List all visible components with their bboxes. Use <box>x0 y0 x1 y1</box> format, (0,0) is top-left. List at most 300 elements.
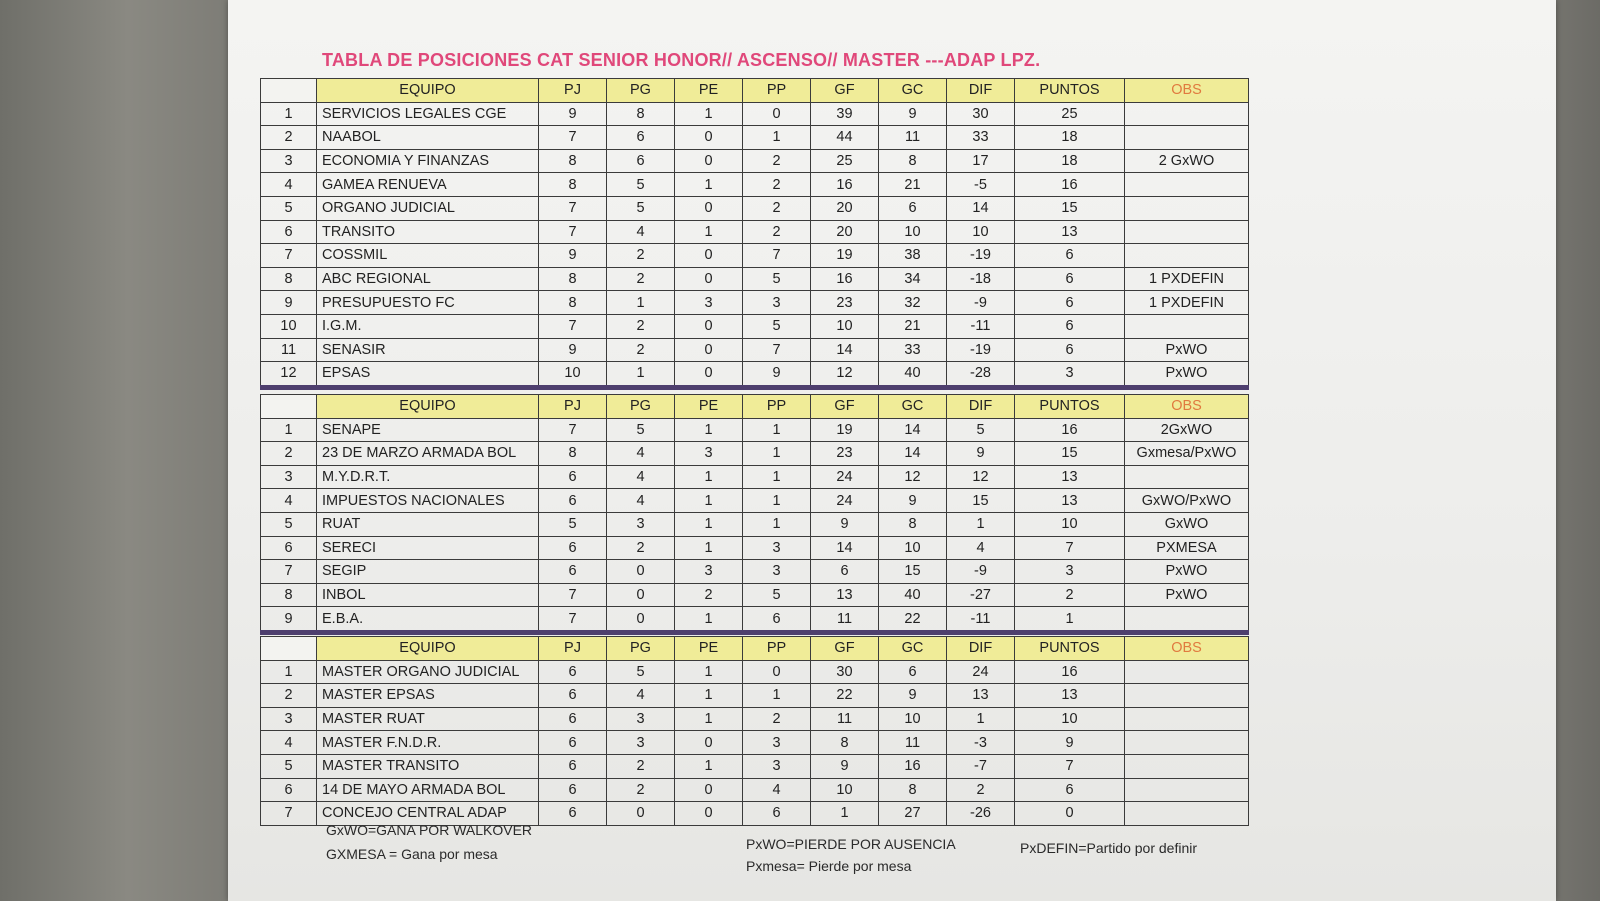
cell-pe: 1 <box>675 536 743 560</box>
cell-pts: 7 <box>1015 536 1125 560</box>
cell-pp: 6 <box>743 802 811 826</box>
cell-gf: 39 <box>811 102 879 126</box>
cell-gc: 8 <box>879 512 947 536</box>
table-row <box>261 512 1249 536</box>
cell-pj: 9 <box>539 338 607 362</box>
cell-pj: 7 <box>539 220 607 244</box>
cell-obs: PXMESA <box>1125 536 1249 560</box>
cell-pe: 1 <box>675 607 743 633</box>
cell-pts: 6 <box>1015 291 1125 315</box>
cell-pj: 8 <box>539 149 607 173</box>
table-row <box>261 291 1249 315</box>
cell-gc: 16 <box>879 754 947 778</box>
background-left <box>0 0 232 901</box>
cell-dif: -7 <box>947 754 1015 778</box>
cell-team: MASTER RUAT <box>317 707 539 731</box>
cell-team: I.G.M. <box>317 314 539 338</box>
cell-pp: 3 <box>743 731 811 755</box>
cell-pos: 8 <box>261 583 317 607</box>
header-pos-blank <box>261 79 317 103</box>
cell-pos: 4 <box>261 489 317 513</box>
cell-pg: 3 <box>607 512 675 536</box>
cell-pe: 3 <box>675 560 743 584</box>
cell-obs <box>1125 196 1249 220</box>
cell-pe: 1 <box>675 707 743 731</box>
cell-pp: 5 <box>743 314 811 338</box>
standings-table-master <box>260 636 1249 826</box>
cell-team: MASTER EPSAS <box>317 684 539 708</box>
cell-pj: 9 <box>539 102 607 126</box>
cell-pp: 1 <box>743 442 811 466</box>
cell-pts: 9 <box>1015 731 1125 755</box>
cell-pp: 1 <box>743 418 811 442</box>
cell-pts: 15 <box>1015 442 1125 466</box>
cell-dif: 30 <box>947 102 1015 126</box>
cell-pe: 1 <box>675 418 743 442</box>
cell-pj: 7 <box>539 196 607 220</box>
cell-gc: 9 <box>879 102 947 126</box>
cell-obs <box>1125 220 1249 244</box>
cell-pos: 5 <box>261 196 317 220</box>
table-row <box>261 196 1249 220</box>
cell-pp: 3 <box>743 560 811 584</box>
cell-team: ORGANO JUDICIAL <box>317 196 539 220</box>
cell-pg: 2 <box>607 338 675 362</box>
cell-pts: 13 <box>1015 489 1125 513</box>
cell-dif: -5 <box>947 173 1015 197</box>
cell-gc: 22 <box>879 607 947 633</box>
cell-pg: 3 <box>607 707 675 731</box>
table-row <box>261 536 1249 560</box>
cell-obs: PxWO <box>1125 583 1249 607</box>
cell-pp: 2 <box>743 707 811 731</box>
cell-pp: 1 <box>743 126 811 150</box>
table-row <box>261 173 1249 197</box>
cell-dif: 14 <box>947 196 1015 220</box>
cell-pos: 5 <box>261 512 317 536</box>
cell-pos: 10 <box>261 314 317 338</box>
cell-pg: 5 <box>607 660 675 684</box>
header-gc: GC <box>879 637 947 661</box>
cell-obs <box>1125 102 1249 126</box>
cell-gc: 9 <box>879 489 947 513</box>
cell-pe: 1 <box>675 489 743 513</box>
cell-pp: 1 <box>743 465 811 489</box>
cell-pts: 6 <box>1015 244 1125 268</box>
cell-pp: 6 <box>743 607 811 633</box>
cell-gc: 12 <box>879 465 947 489</box>
standings-table-ascenso <box>260 394 1249 635</box>
cell-pts: 6 <box>1015 314 1125 338</box>
cell-pos: 3 <box>261 465 317 489</box>
cell-obs <box>1125 778 1249 802</box>
cell-team: TRANSITO <box>317 220 539 244</box>
cell-pp: 9 <box>743 362 811 388</box>
cell-pj: 5 <box>539 512 607 536</box>
header-obs: OBS <box>1125 637 1249 661</box>
cell-pj: 6 <box>539 754 607 778</box>
header-pj: PJ <box>539 395 607 419</box>
cell-pg: 4 <box>607 442 675 466</box>
header-team: EQUIPO <box>317 395 539 419</box>
cell-dif: -11 <box>947 314 1015 338</box>
table-row <box>261 684 1249 708</box>
cell-pj: 6 <box>539 684 607 708</box>
header-pg: PG <box>607 79 675 103</box>
cell-pe: 0 <box>675 802 743 826</box>
cell-dif: -3 <box>947 731 1015 755</box>
cell-gf: 10 <box>811 778 879 802</box>
cell-obs: Gxmesa/PxWO <box>1125 442 1249 466</box>
cell-pts: 15 <box>1015 196 1125 220</box>
cell-pos: 8 <box>261 267 317 291</box>
cell-pp: 1 <box>743 489 811 513</box>
cell-pg: 6 <box>607 149 675 173</box>
cell-gc: 10 <box>879 707 947 731</box>
cell-obs: GxWO/PxWO <box>1125 489 1249 513</box>
cell-gc: 8 <box>879 778 947 802</box>
header-pts: PUNTOS <box>1015 79 1125 103</box>
cell-pg: 2 <box>607 754 675 778</box>
cell-pg: 4 <box>607 489 675 513</box>
header-pp: PP <box>743 637 811 661</box>
cell-pe: 0 <box>675 244 743 268</box>
header-row <box>261 637 1249 661</box>
header-pos-blank <box>261 637 317 661</box>
cell-pts: 6 <box>1015 267 1125 291</box>
cell-pp: 2 <box>743 149 811 173</box>
header-gf: GF <box>811 79 879 103</box>
cell-dif: 9 <box>947 442 1015 466</box>
cell-gc: 11 <box>879 731 947 755</box>
table-row <box>261 220 1249 244</box>
table-row <box>261 102 1249 126</box>
header-dif: DIF <box>947 637 1015 661</box>
cell-obs: 1 PXDEFIN <box>1125 291 1249 315</box>
cell-pp: 0 <box>743 660 811 684</box>
cell-pg: 0 <box>607 560 675 584</box>
cell-obs <box>1125 173 1249 197</box>
cell-dif: 12 <box>947 465 1015 489</box>
cell-obs: GxWO <box>1125 512 1249 536</box>
table-row <box>261 362 1249 388</box>
cell-pj: 6 <box>539 660 607 684</box>
cell-pg: 4 <box>607 465 675 489</box>
cell-dif: 10 <box>947 220 1015 244</box>
cell-pos: 4 <box>261 173 317 197</box>
cell-pts: 16 <box>1015 660 1125 684</box>
table-row <box>261 465 1249 489</box>
cell-gc: 10 <box>879 536 947 560</box>
cell-pp: 5 <box>743 267 811 291</box>
cell-gc: 9 <box>879 684 947 708</box>
cell-pp: 0 <box>743 102 811 126</box>
cell-gf: 9 <box>811 512 879 536</box>
cell-pp: 3 <box>743 536 811 560</box>
cell-gc: 40 <box>879 583 947 607</box>
cell-dif: 17 <box>947 149 1015 173</box>
cell-pe: 0 <box>675 362 743 388</box>
cell-pts: 2 <box>1015 583 1125 607</box>
cell-gf: 24 <box>811 489 879 513</box>
cell-pts: 16 <box>1015 418 1125 442</box>
cell-team: MASTER TRANSITO <box>317 754 539 778</box>
cell-pos: 5 <box>261 754 317 778</box>
cell-pj: 6 <box>539 707 607 731</box>
cell-pg: 2 <box>607 536 675 560</box>
cell-dif: 4 <box>947 536 1015 560</box>
cell-team: CONCEJO CENTRAL ADAP <box>317 802 539 826</box>
cell-pj: 8 <box>539 173 607 197</box>
table-row <box>261 607 1249 633</box>
cell-pj: 6 <box>539 489 607 513</box>
cell-team: SENASIR <box>317 338 539 362</box>
cell-obs <box>1125 802 1249 826</box>
table-row <box>261 660 1249 684</box>
cell-gf: 20 <box>811 196 879 220</box>
header-pe: PE <box>675 395 743 419</box>
cell-team: NAABOL <box>317 126 539 150</box>
cell-gc: 11 <box>879 126 947 150</box>
cell-gc: 15 <box>879 560 947 584</box>
cell-team: 23 DE MARZO ARMADA BOL <box>317 442 539 466</box>
cell-pts: 10 <box>1015 707 1125 731</box>
header-obs: OBS <box>1125 79 1249 103</box>
cell-pp: 7 <box>743 244 811 268</box>
header-gc: GC <box>879 79 947 103</box>
cell-pts: 6 <box>1015 338 1125 362</box>
cell-obs: PxWO <box>1125 560 1249 584</box>
cell-pe: 1 <box>675 684 743 708</box>
header-pe: PE <box>675 79 743 103</box>
cell-pg: 3 <box>607 731 675 755</box>
cell-pg: 5 <box>607 196 675 220</box>
table-row <box>261 267 1249 291</box>
cell-pts: 7 <box>1015 754 1125 778</box>
cell-pj: 6 <box>539 802 607 826</box>
cell-pg: 2 <box>607 267 675 291</box>
cell-obs <box>1125 607 1249 633</box>
cell-dif: -9 <box>947 291 1015 315</box>
cell-pg: 2 <box>607 778 675 802</box>
table-row <box>261 707 1249 731</box>
cell-dif: 1 <box>947 512 1015 536</box>
cell-pg: 5 <box>607 173 675 197</box>
cell-pos: 9 <box>261 607 317 633</box>
cell-pts: 6 <box>1015 778 1125 802</box>
cell-obs: PxWO <box>1125 362 1249 388</box>
cell-pos: 2 <box>261 684 317 708</box>
cell-pe: 0 <box>675 196 743 220</box>
cell-pe: 0 <box>675 338 743 362</box>
header-pe: PE <box>675 637 743 661</box>
cell-dif: 2 <box>947 778 1015 802</box>
table-row <box>261 778 1249 802</box>
cell-pe: 1 <box>675 660 743 684</box>
cell-pj: 6 <box>539 778 607 802</box>
cell-dif: -19 <box>947 338 1015 362</box>
cell-gf: 8 <box>811 731 879 755</box>
cell-pts: 13 <box>1015 220 1125 244</box>
cell-pos: 4 <box>261 731 317 755</box>
cell-pos: 11 <box>261 338 317 362</box>
cell-pp: 7 <box>743 338 811 362</box>
cell-pj: 7 <box>539 607 607 633</box>
cell-dif: -26 <box>947 802 1015 826</box>
cell-pg: 0 <box>607 607 675 633</box>
header-gf: GF <box>811 395 879 419</box>
table-row <box>261 731 1249 755</box>
cell-pp: 3 <box>743 754 811 778</box>
cell-pj: 10 <box>539 362 607 388</box>
cell-pe: 3 <box>675 442 743 466</box>
cell-team: COSSMIL <box>317 244 539 268</box>
cell-obs <box>1125 707 1249 731</box>
cell-pts: 18 <box>1015 126 1125 150</box>
cell-dif: 24 <box>947 660 1015 684</box>
cell-pp: 1 <box>743 512 811 536</box>
cell-obs <box>1125 731 1249 755</box>
cell-pp: 1 <box>743 684 811 708</box>
cell-pos: 6 <box>261 536 317 560</box>
cell-team: MASTER F.N.D.R. <box>317 731 539 755</box>
cell-gc: 10 <box>879 220 947 244</box>
cell-dif: 1 <box>947 707 1015 731</box>
cell-pts: 1 <box>1015 607 1125 633</box>
cell-pos: 6 <box>261 778 317 802</box>
cell-obs <box>1125 684 1249 708</box>
cell-pe: 1 <box>675 220 743 244</box>
cell-dif: 5 <box>947 418 1015 442</box>
cell-pj: 8 <box>539 291 607 315</box>
cell-team: INBOL <box>317 583 539 607</box>
cell-pp: 3 <box>743 291 811 315</box>
cell-pts: 13 <box>1015 684 1125 708</box>
cell-pp: 2 <box>743 220 811 244</box>
cell-pj: 6 <box>539 731 607 755</box>
cell-pos: 2 <box>261 126 317 150</box>
cell-pj: 6 <box>539 536 607 560</box>
cell-pg: 5 <box>607 418 675 442</box>
cell-pos: 9 <box>261 291 317 315</box>
cell-team: E.B.A. <box>317 607 539 633</box>
cell-gc: 6 <box>879 660 947 684</box>
cell-pj: 6 <box>539 465 607 489</box>
header-team: EQUIPO <box>317 637 539 661</box>
cell-pos: 6 <box>261 220 317 244</box>
cell-dif: 15 <box>947 489 1015 513</box>
cell-gf: 11 <box>811 707 879 731</box>
cell-pg: 6 <box>607 126 675 150</box>
cell-gf: 24 <box>811 465 879 489</box>
cell-pj: 7 <box>539 314 607 338</box>
cell-gf: 19 <box>811 418 879 442</box>
cell-team: SENAPE <box>317 418 539 442</box>
cell-pe: 0 <box>675 126 743 150</box>
cell-pe: 3 <box>675 291 743 315</box>
cell-pe: 1 <box>675 465 743 489</box>
cell-team: SEGIP <box>317 560 539 584</box>
cell-pp: 5 <box>743 583 811 607</box>
cell-pos: 1 <box>261 660 317 684</box>
cell-pts: 0 <box>1015 802 1125 826</box>
cell-pts: 25 <box>1015 102 1125 126</box>
cell-pe: 0 <box>675 731 743 755</box>
cell-gf: 14 <box>811 338 879 362</box>
table-row <box>261 754 1249 778</box>
cell-gf: 30 <box>811 660 879 684</box>
cell-pj: 8 <box>539 442 607 466</box>
cell-pp: 2 <box>743 196 811 220</box>
header-gc: GC <box>879 395 947 419</box>
cell-pg: 4 <box>607 220 675 244</box>
cell-gf: 44 <box>811 126 879 150</box>
header-pg: PG <box>607 637 675 661</box>
cell-pj: 9 <box>539 244 607 268</box>
cell-team: EPSAS <box>317 362 539 388</box>
cell-team: M.Y.D.R.T. <box>317 465 539 489</box>
cell-obs <box>1125 126 1249 150</box>
cell-pg: 0 <box>607 583 675 607</box>
cell-gf: 10 <box>811 314 879 338</box>
legend-gxwo: GxWO=GANA POR WALKOVER <box>326 822 533 838</box>
cell-pg: 4 <box>607 684 675 708</box>
cell-pe: 0 <box>675 778 743 802</box>
cell-pp: 4 <box>743 778 811 802</box>
cell-gf: 6 <box>811 560 879 584</box>
cell-gf: 11 <box>811 607 879 633</box>
cell-pos: 2 <box>261 442 317 466</box>
cell-pg: 8 <box>607 102 675 126</box>
cell-pg: 0 <box>607 802 675 826</box>
cell-pos: 1 <box>261 102 317 126</box>
cell-team: ECONOMIA Y FINANZAS <box>317 149 539 173</box>
table-row <box>261 314 1249 338</box>
cell-pe: 0 <box>675 267 743 291</box>
cell-dif: -19 <box>947 244 1015 268</box>
cell-pos: 3 <box>261 707 317 731</box>
header-pg: PG <box>607 395 675 419</box>
cell-gf: 14 <box>811 536 879 560</box>
cell-dif: 13 <box>947 684 1015 708</box>
cell-gf: 23 <box>811 442 879 466</box>
cell-gc: 32 <box>879 291 947 315</box>
table-row <box>261 442 1249 466</box>
cell-obs <box>1125 244 1249 268</box>
cell-gf: 16 <box>811 173 879 197</box>
cell-pj: 8 <box>539 267 607 291</box>
header-pp: PP <box>743 79 811 103</box>
table-row <box>261 338 1249 362</box>
cell-pj: 7 <box>539 126 607 150</box>
cell-gc: 21 <box>879 173 947 197</box>
cell-pos: 7 <box>261 802 317 826</box>
cell-pe: 1 <box>675 173 743 197</box>
cell-gc: 6 <box>879 196 947 220</box>
legend-gxmesa: GXMESA = Gana por mesa <box>326 846 498 862</box>
cell-pg: 2 <box>607 244 675 268</box>
cell-gc: 34 <box>879 267 947 291</box>
cell-pg: 2 <box>607 314 675 338</box>
legend-pxwo: PxWO=PIERDE POR AUSENCIA <box>746 836 956 852</box>
cell-pg: 1 <box>607 362 675 388</box>
table-row <box>261 489 1249 513</box>
cell-pos: 1 <box>261 418 317 442</box>
cell-gf: 1 <box>811 802 879 826</box>
cell-gc: 14 <box>879 442 947 466</box>
legend-pxmesa: Pxmesa= Pierde por mesa <box>746 858 912 874</box>
cell-team: SERECI <box>317 536 539 560</box>
